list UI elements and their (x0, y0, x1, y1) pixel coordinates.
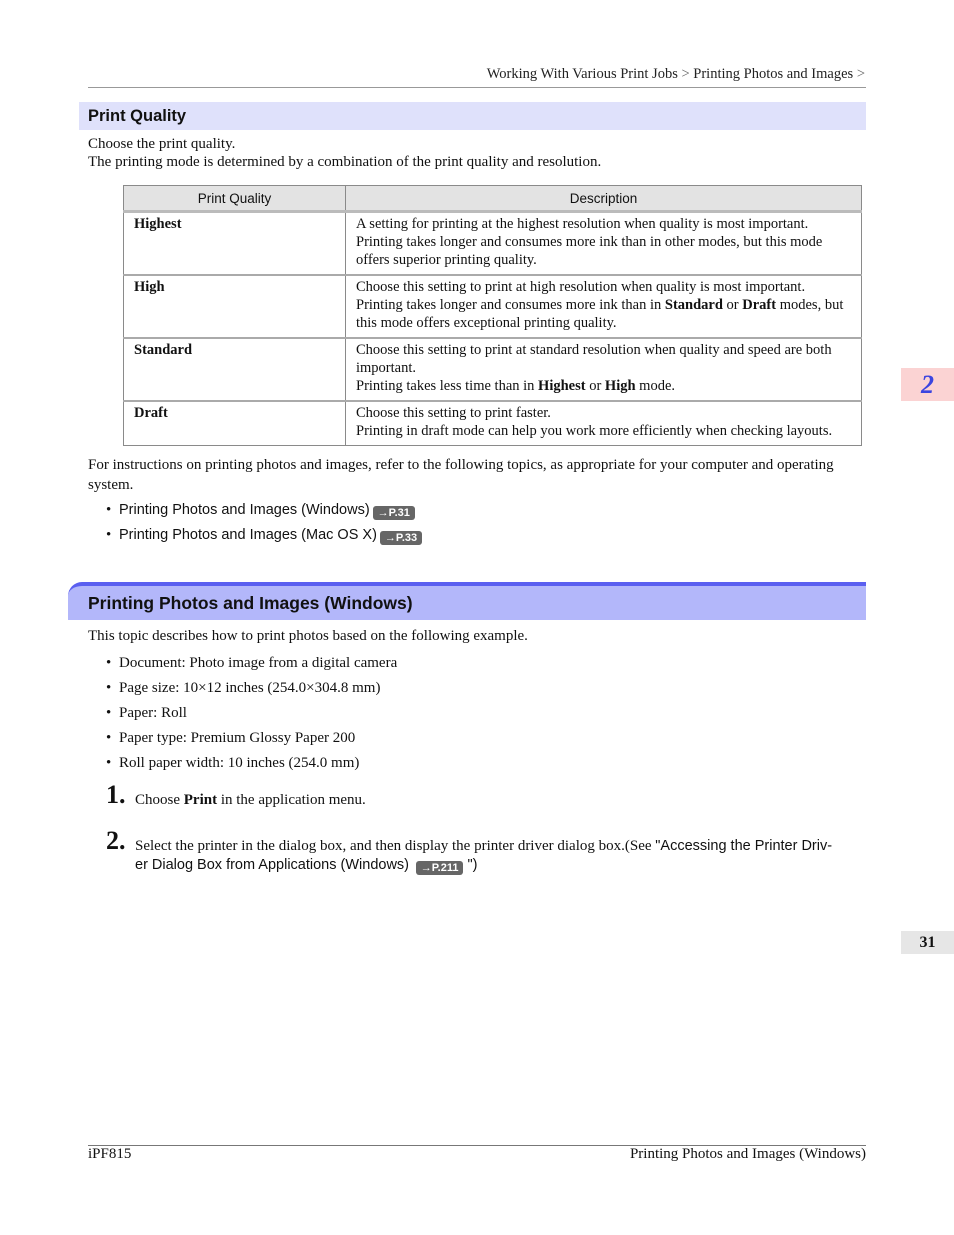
link-accessing-printer-driver[interactable]: er Dialog Box from Applications (Windows) (135, 857, 409, 873)
table-cell-description (346, 212, 862, 276)
description-text: modes, but this mode offers exceptional printing quality. (356, 297, 844, 331)
description-line: Choose this setting to print faster. (356, 405, 551, 421)
footer-section-title: Printing Photos and Images (Windows) (629, 1146, 866, 1162)
step-line (135, 837, 866, 856)
breadcrumb-separator: > (681, 66, 690, 82)
description-line: Printing in draft mode can help you work more efficiently when checking layouts. (356, 423, 833, 439)
description-line (356, 296, 853, 332)
table-cell-term: Draft (124, 401, 346, 446)
page-reference-link[interactable]: →P.211 (416, 861, 464, 875)
list-item-text: Paper: Roll (119, 705, 187, 721)
table-header-print-quality: Print Quality (124, 186, 346, 212)
step-line (135, 856, 866, 875)
list-item (106, 755, 359, 772)
section-title-print-quality: Print Quality (88, 107, 187, 125)
link-mac-os-x[interactable]: Printing Photos and Images (Mac OS X) (119, 527, 377, 543)
bullet-icon: • (106, 527, 112, 543)
emphasis-draft: Draft (742, 297, 777, 313)
bullet-icon: • (106, 680, 112, 696)
link-accessing-printer-driver[interactable]: "Accessing the Printer Driv- (655, 838, 833, 854)
intro-text: The printing mode is determined by a combination of the print quality and resolution. (88, 154, 602, 170)
page-number: 31 (919, 934, 936, 951)
step-number: 1. (106, 780, 126, 809)
step-text-part: Select the printer in the dialog box, and then display the printer driver dialog box.(See (135, 838, 656, 854)
section-heading-bar (79, 102, 866, 130)
step-text-part: ") (463, 857, 478, 873)
list-item (106, 730, 355, 747)
table-row (124, 401, 862, 446)
step-text (135, 837, 866, 875)
step-text-part: in the application menu. (217, 792, 366, 808)
table-cell-term: Highest (124, 212, 346, 276)
table-row (124, 275, 862, 338)
page-reference-link[interactable]: →P.33 (380, 531, 422, 545)
table-header-description: Description (346, 186, 862, 212)
table-cell-description (346, 401, 862, 446)
intro-text: This topic describes how to print photos based on the following example. (88, 628, 528, 644)
list-item (106, 705, 187, 722)
description-line: A setting for printing at the highest resolution when quality is most important. (356, 216, 809, 232)
header-divider (88, 87, 866, 88)
intro-text: Choose the print quality. (88, 136, 236, 152)
list-item-text: Page size: 10×12 inches (254.0×304.8 mm) (119, 680, 381, 696)
emphasis-print: Print (183, 792, 218, 808)
list-item-text: Roll paper width: 10 inches (254.0 mm) (119, 755, 360, 771)
link-windows[interactable]: Printing Photos and Images (Windows) (119, 502, 370, 518)
description-line: Printing takes longer and consumes more ink than in other modes, but this mode offers superior printing quality. (356, 234, 823, 268)
print-quality-table (123, 185, 862, 446)
section-title-printing-photos-windows: Printing Photos and Images (Windows) (88, 593, 413, 613)
list-item-text: Paper type: Premium Glossy Paper 200 (119, 730, 356, 746)
bullet-icon: • (106, 705, 112, 721)
description-text: Printing takes longer and consumes more ink than in (356, 297, 665, 313)
table-row (124, 338, 862, 401)
emphasis-highest: Highest (538, 378, 586, 394)
table-row (124, 212, 862, 276)
list-item (106, 655, 397, 672)
bullet-icon: • (106, 655, 112, 671)
description-text: mode. (635, 378, 676, 394)
list-item-text: Document: Photo image from a digital camera (119, 655, 398, 671)
chapter-number: 2 (921, 370, 934, 399)
instructions-text: For instructions on printing photos and images, refer to the following topics, as appropriate for your computer and operating system. (88, 457, 834, 493)
table-cell-description (346, 338, 862, 401)
table-cell-description (346, 275, 862, 338)
bullet-icon: • (106, 730, 112, 746)
description-line (356, 377, 853, 395)
step-text (135, 791, 366, 810)
description-text: or (585, 378, 605, 394)
list-item (106, 680, 380, 697)
list-item (106, 502, 415, 520)
bullet-icon: • (106, 755, 112, 771)
description-text: or (722, 297, 743, 313)
breadcrumb-item-various-print-jobs[interactable]: Working With Various Print Jobs (486, 66, 678, 82)
breadcrumb (487, 66, 865, 83)
footer-model: iPF815 (88, 1146, 132, 1162)
description-line: Choose this setting to print at standard resolution when quality and speed are both important. (356, 342, 832, 376)
description-text: Printing takes less time than in (356, 378, 539, 394)
breadcrumb-separator: > (856, 66, 865, 82)
list-item (106, 527, 422, 545)
step-text-part: Choose (135, 792, 184, 808)
description-line: Choose this setting to print at high resolution when quality is most important. (356, 279, 806, 295)
step-number: 2. (106, 826, 126, 855)
page-reference-link[interactable]: →P.31 (373, 506, 415, 520)
emphasis-standard: Standard (664, 297, 723, 313)
table-cell-term: Standard (124, 338, 346, 401)
breadcrumb-item-printing-photos[interactable]: Printing Photos and Images (693, 66, 854, 82)
emphasis-high: High (604, 378, 636, 394)
bullet-icon: • (106, 502, 112, 518)
table-cell-term: High (124, 275, 346, 338)
